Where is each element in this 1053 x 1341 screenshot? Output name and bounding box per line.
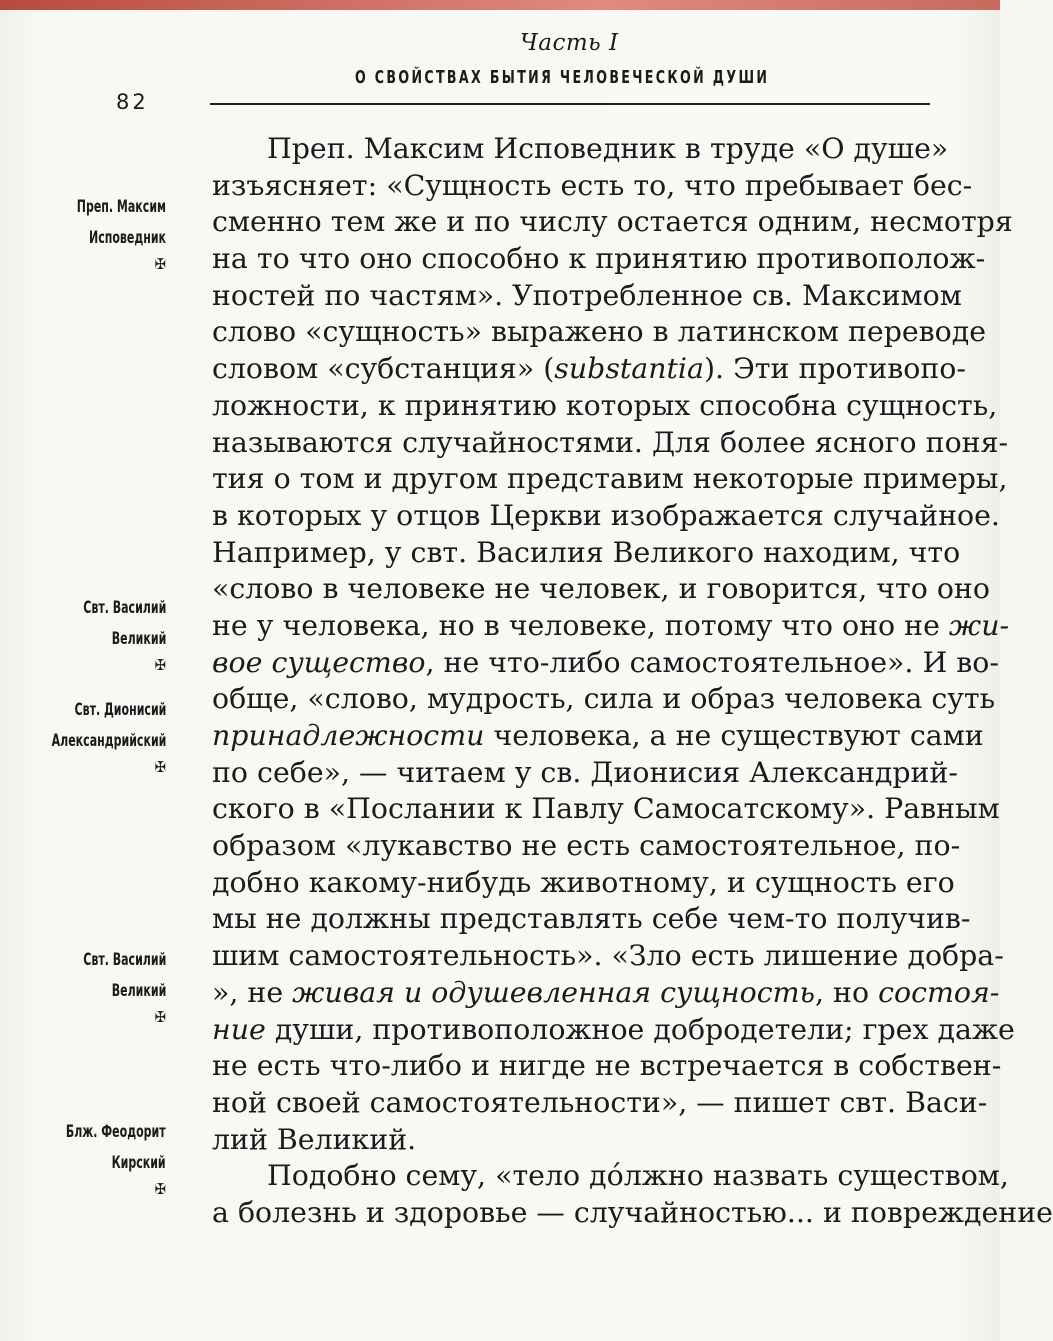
sidenote-theodoret [27,1117,166,1199]
sidenote-line: Преп. Максим [76,197,166,217]
text-run-italic: живая и одушевленная сущность [292,975,815,1009]
text-run-italic: жи- [948,608,1010,642]
text-line: не есть что-либо и нигде не встречается в собствен- [212,1049,1002,1083]
text-run: не у человека, но в человеке, потому что оно не [212,608,949,642]
text-line: мы не должны представлять себе чем-то получив- [212,902,971,936]
sidenote-basil-1 [51,593,166,675]
text-line: изъясняет: «Сущность есть то, что пребывает бес- [212,168,973,202]
text-line [212,718,984,755]
page-top-edge [0,0,1000,10]
text-run: , но [814,975,879,1009]
header-rule [210,103,930,105]
sidenote-line: Свт. Василий [82,950,166,970]
sidenote-line: Исповедник [88,228,166,248]
text-run-italic: substantia [554,352,704,386]
text-line [212,608,1010,645]
text-line: а болезнь и здоровье — случайностью... и повреждение [212,1195,1053,1229]
text-run-italic: принадлежности [212,719,485,752]
text-line: добно какому-нибудь животному, и сущность его [212,865,955,899]
text-run: ). Эти противопо- [703,352,966,386]
running-header-part: Часть I [520,30,619,56]
text-run: души, противоположное добродетели; грех даже [265,1012,1015,1046]
text-run-italic: состоя- [878,975,1000,1009]
text-run: , не что-либо самостоятельное». И во- [425,645,999,679]
sidenote-line: Свт. Василий [82,598,166,618]
text-line: ского в «Послании к Павлу Самосатскому». Равным [212,792,1000,826]
text-line [212,1012,1015,1049]
sidenote-line: Блж. Феодорит [66,1122,166,1142]
cross-icon: ✠ [154,1180,166,1198]
running-header-title: О СВОЙСТВАХ БЫТИЯ ЧЕЛОВЕЧЕСКОЙ ДУШИ [355,67,770,88]
text-line: в которых у отцов Церкви изображается случайное. [212,498,1000,532]
text-line: на то что оно способно к принятию противополож- [212,242,986,276]
sidenote-line: Александрийский [51,731,166,751]
text-line: образом «лукавство не есть самостоятельное, по- [212,829,961,863]
text-line: Преп. Максим Исповедник в труде «О душе» [267,132,949,165]
sidenote-basil-2 [51,945,166,1027]
text-line: ностей по частям». Употребленное св. Максимом [212,278,962,312]
sidenote-line: Великий [111,981,166,1001]
text-line: лий Великий. [212,1122,417,1156]
text-line: «слово в человеке не человек, и говорится, что оно [212,572,990,606]
sidenote-line: Свт. Дионисий [74,700,166,720]
text-line: слово «сущность» выражено в латинском переводе [212,315,987,349]
text-line [212,975,1000,1012]
text-line: обще, «слово, мудрость, сила и образ человека суть [212,682,996,716]
cross-icon: ✠ [154,758,166,776]
text-run: », не [212,975,293,1009]
body-text [212,131,1053,1232]
page-number: 82 [116,90,149,114]
text-line: сменно тем же и по числу остается одним, несмотря [212,205,1013,239]
text-line: шим самостоятельность». «Зло есть лишение добра- [212,939,1004,973]
text-run: словом «субстанция» ( [212,352,555,386]
sidenote-dionysius [7,695,166,777]
text-line [212,645,999,682]
text-line: Например, у свт. Василия Великого находим, что [212,535,961,569]
text-run-italic: вое существо [212,645,426,679]
text-run-italic: ние [212,1012,266,1046]
text-line: тия о том и другом представим некоторые примеры, [212,462,1008,496]
text-line: ложности, к принятию которых способна сущность, [212,388,998,422]
cross-icon: ✠ [154,656,166,674]
sidenote-line: Кирский [111,1153,166,1173]
text-line: по себе», — читаем у св. Дионисия Александрий- [212,755,958,789]
text-line: Подобно сему, «тело до́лжно назвать существом, [267,1159,1009,1193]
text-run: человека, а не существуют сами [484,719,984,752]
cross-icon: ✠ [154,1008,166,1026]
cross-icon: ✠ [154,255,166,273]
text-line [212,351,966,388]
text-line: ной своей самостоятельности», — пишет свт. Васи- [212,1085,988,1119]
text-line: называются случайностями. Для более ясного поня- [212,425,1009,459]
sidenote-line: Великий [111,629,166,649]
sidenote-maximus [42,192,166,274]
